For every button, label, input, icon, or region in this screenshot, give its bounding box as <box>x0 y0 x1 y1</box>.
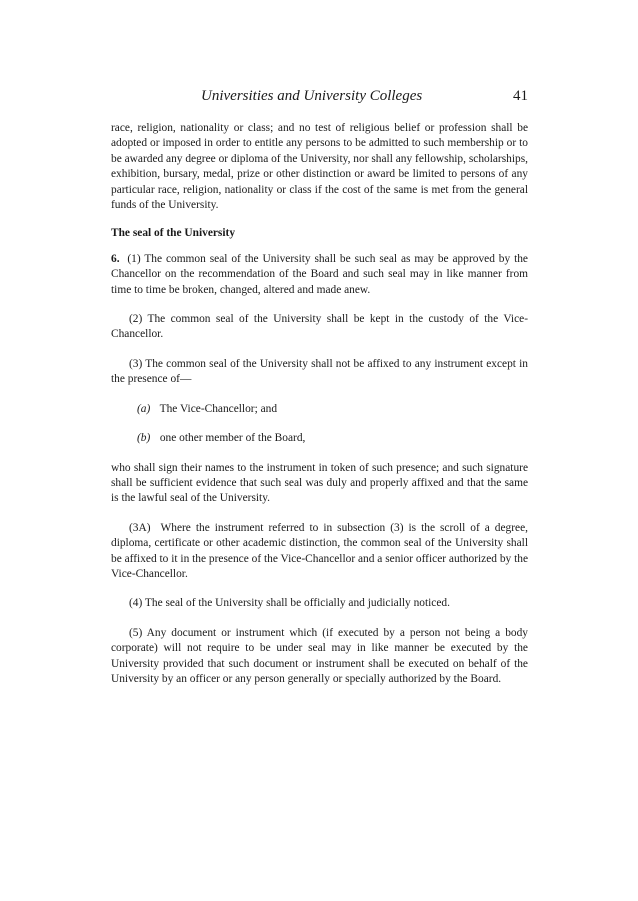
subsection-3: (3) The common seal of the University shall not be affixed to any instrument except in the presence of— <box>111 357 528 386</box>
list-item-a-label: (a) <box>137 402 151 415</box>
subsection-1-text: (1) The common seal of the University shall be such seal as may be approved by the Chancellor on the recommendation of the Board and such seal may in like manner from time to time be broken, changed, altered and made anew. <box>111 252 528 296</box>
section-number: 6. <box>111 252 120 265</box>
subsection-1 <box>111 252 528 298</box>
page-header <box>111 88 528 108</box>
page-number: 41 <box>513 88 528 104</box>
subsection-5: (5) Any document or instrument which (if executed by a person not being a body corporate) will not require to be under seal may in like manner be executed by the University provided that such document or instrument shall be executed on behalf of the University by an officer or any person generally or specially authorized by the Board. <box>111 626 528 685</box>
subsection-3a <box>111 521 528 583</box>
list-item-b-text: one other member of the Board, <box>159 432 306 445</box>
list-item-a <box>111 402 528 417</box>
list-item-a-text: The Vice-Chancellor; and <box>159 402 278 415</box>
subsection-3-continuation: who shall sign their names to the instrument in token of such presence; and such signature shall be sufficient evidence that such seal was duly and properly affixed and that the same is the lawful seal of the University. <box>111 461 528 505</box>
intro-paragraph: race, religion, nationality or class; and no test of religious belief or profession shall be adopted or imposed in order to entitle any persons to be admitted to such membership or to be awarded any degree or diploma of the University, nor shall any fellowship, scholarships, exhibition, bursary, medal, prize or other distinction or award be limited to persons of any particular race, religion, nationality or class if the cost of the same is met from the general funds of the University. <box>111 122 528 212</box>
page-body <box>111 121 528 687</box>
subsection-3a-label: (3A) <box>129 521 151 534</box>
subsection-3a-text: Where the instrument referred to in subsection (3) is the scroll of a degree, diploma, certificate or other academic distinction, the common seal of the University shall be affixed to it in the presence of the Vice-Chancellor and a senior officer authorized by the Vice-Chancellor. <box>111 521 528 580</box>
list-item-b-label: (b) <box>137 432 151 445</box>
section-heading: The seal of the University <box>111 227 236 240</box>
subsection-4: (4) The seal of the University shall be officially and judicially noticed. <box>129 597 450 610</box>
subsection-2: (2) The common seal of the University shall be kept in the custody of the Vice-Chancellor. <box>111 313 528 341</box>
list-item-b <box>111 431 528 446</box>
running-title: Universities and University Colleges <box>201 88 423 104</box>
